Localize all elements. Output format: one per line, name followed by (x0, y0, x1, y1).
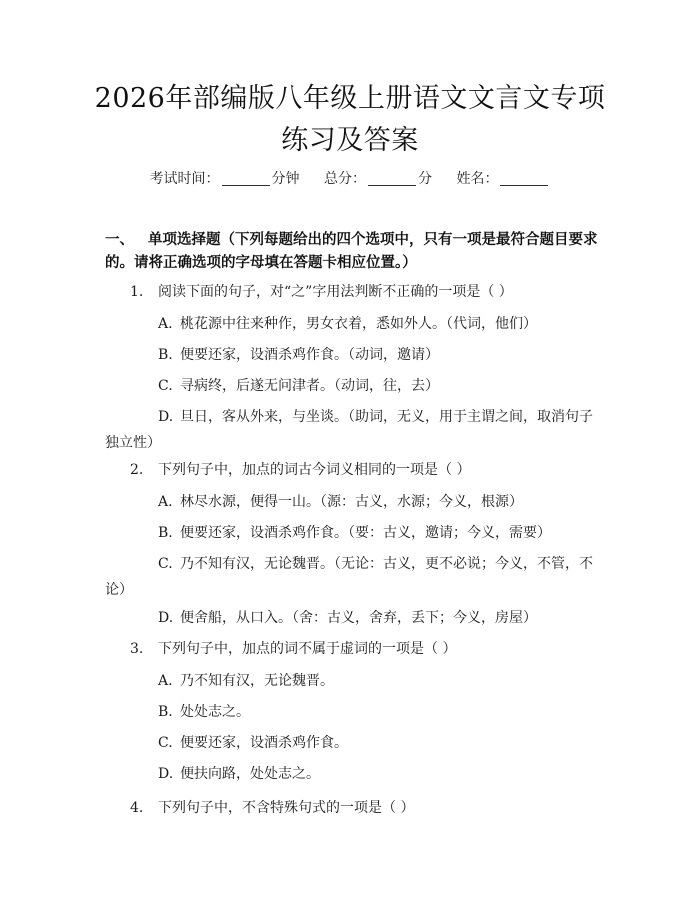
name-label: 姓名： (456, 171, 499, 187)
question-number: 3. (130, 641, 144, 657)
time-unit: 分钟 (271, 171, 300, 187)
score-field (324, 171, 436, 187)
question-2 (130, 459, 600, 481)
time-blank (222, 171, 270, 186)
name-blank (500, 171, 548, 186)
exam-meta (0, 168, 700, 188)
score-blank (368, 171, 416, 186)
section-heading (105, 228, 600, 274)
option-3c (105, 730, 600, 756)
question-stem: 下列句子中，不含特殊句式的一项是（ ） (158, 800, 415, 816)
option-1b (105, 342, 600, 368)
option-2b (105, 520, 600, 546)
option-text: 林尽水源，便得一山。（源：古义，水源；今义，根源） (180, 494, 523, 510)
option-label: B. (158, 704, 173, 720)
option-1d (105, 404, 600, 456)
page-title: 2026年部编版八年级上册语文文言文专项练习及答案 (94, 83, 606, 156)
question-number: 1. (130, 284, 144, 300)
score-label: 总分： (324, 171, 366, 187)
option-label: D. (158, 610, 174, 626)
option-text: 旦日，客从外来，与坐谈。（助词，无义，用于主谓之间，取消句子独立性） (105, 409, 593, 451)
section-number: 一、 (105, 231, 134, 248)
option-text: 乃不知有汉，无论魏晋。 (180, 673, 334, 689)
option-label: B. (158, 525, 173, 541)
section-text: 单项选择题（下列每题给出的四个选项中，只有一项是最符合题目要求的。请将正确选项的字母填在答题卡相应位置。） (105, 231, 598, 271)
option-2c (105, 551, 600, 603)
option-label: C. (158, 735, 173, 751)
question-1 (130, 281, 600, 303)
question-stem: 阅读下面的句子，对“之”字用法判断不正确的一项是（ ） (158, 284, 513, 300)
question-number: 4. (130, 800, 144, 816)
option-2a (105, 489, 600, 515)
score-unit: 分 (418, 171, 432, 187)
option-3b (105, 699, 600, 725)
option-1c (105, 373, 600, 399)
option-text: 便要还家，设酒杀鸡作食。 (180, 735, 348, 751)
option-label: A. (158, 316, 173, 332)
option-text: 便舍船，从口入。（舍：古义，舍弃，丢下；今义，房屋） (180, 610, 537, 626)
option-text: 便要还家，设酒杀鸡作食。（要：古义，邀请；今义，需要） (180, 525, 551, 541)
option-label: C. (158, 378, 173, 394)
option-text: 寻病终，后遂无问津者。（动词，往，去） (180, 378, 439, 394)
option-2d (105, 605, 600, 631)
time-field (150, 171, 304, 187)
question-4 (130, 797, 600, 819)
option-label: A. (158, 673, 173, 689)
option-3d (105, 761, 600, 787)
option-label: A. (158, 494, 173, 510)
option-text: 处处志之。 (180, 704, 250, 720)
question-3 (130, 638, 600, 660)
option-label: D. (158, 766, 174, 782)
option-label: C. (158, 556, 173, 572)
option-text: 乃不知有汉，无论魏晋。（无论：古义，更不必说；今义，不管，不论） (105, 556, 593, 598)
question-stem: 下列句子中，加点的词古今词义相同的一项是（ ） (158, 462, 471, 478)
name-field (456, 171, 550, 187)
option-3a (105, 668, 600, 694)
option-text: 便扶向路，处处志之。 (180, 766, 320, 782)
question-number: 2. (130, 462, 144, 478)
option-text: 桃花源中往来种作，男女衣着，悉如外人。（代词，他们） (180, 316, 537, 332)
option-text: 便要还家，设酒杀鸡作食。（动词，邀请） (180, 347, 439, 363)
time-label: 考试时间： (149, 171, 220, 187)
option-1a (105, 311, 600, 337)
question-stem: 下列句子中，加点的词不属于虚词的一项是（ ） (158, 641, 457, 657)
option-label: D. (158, 409, 174, 425)
option-label: B. (158, 347, 173, 363)
